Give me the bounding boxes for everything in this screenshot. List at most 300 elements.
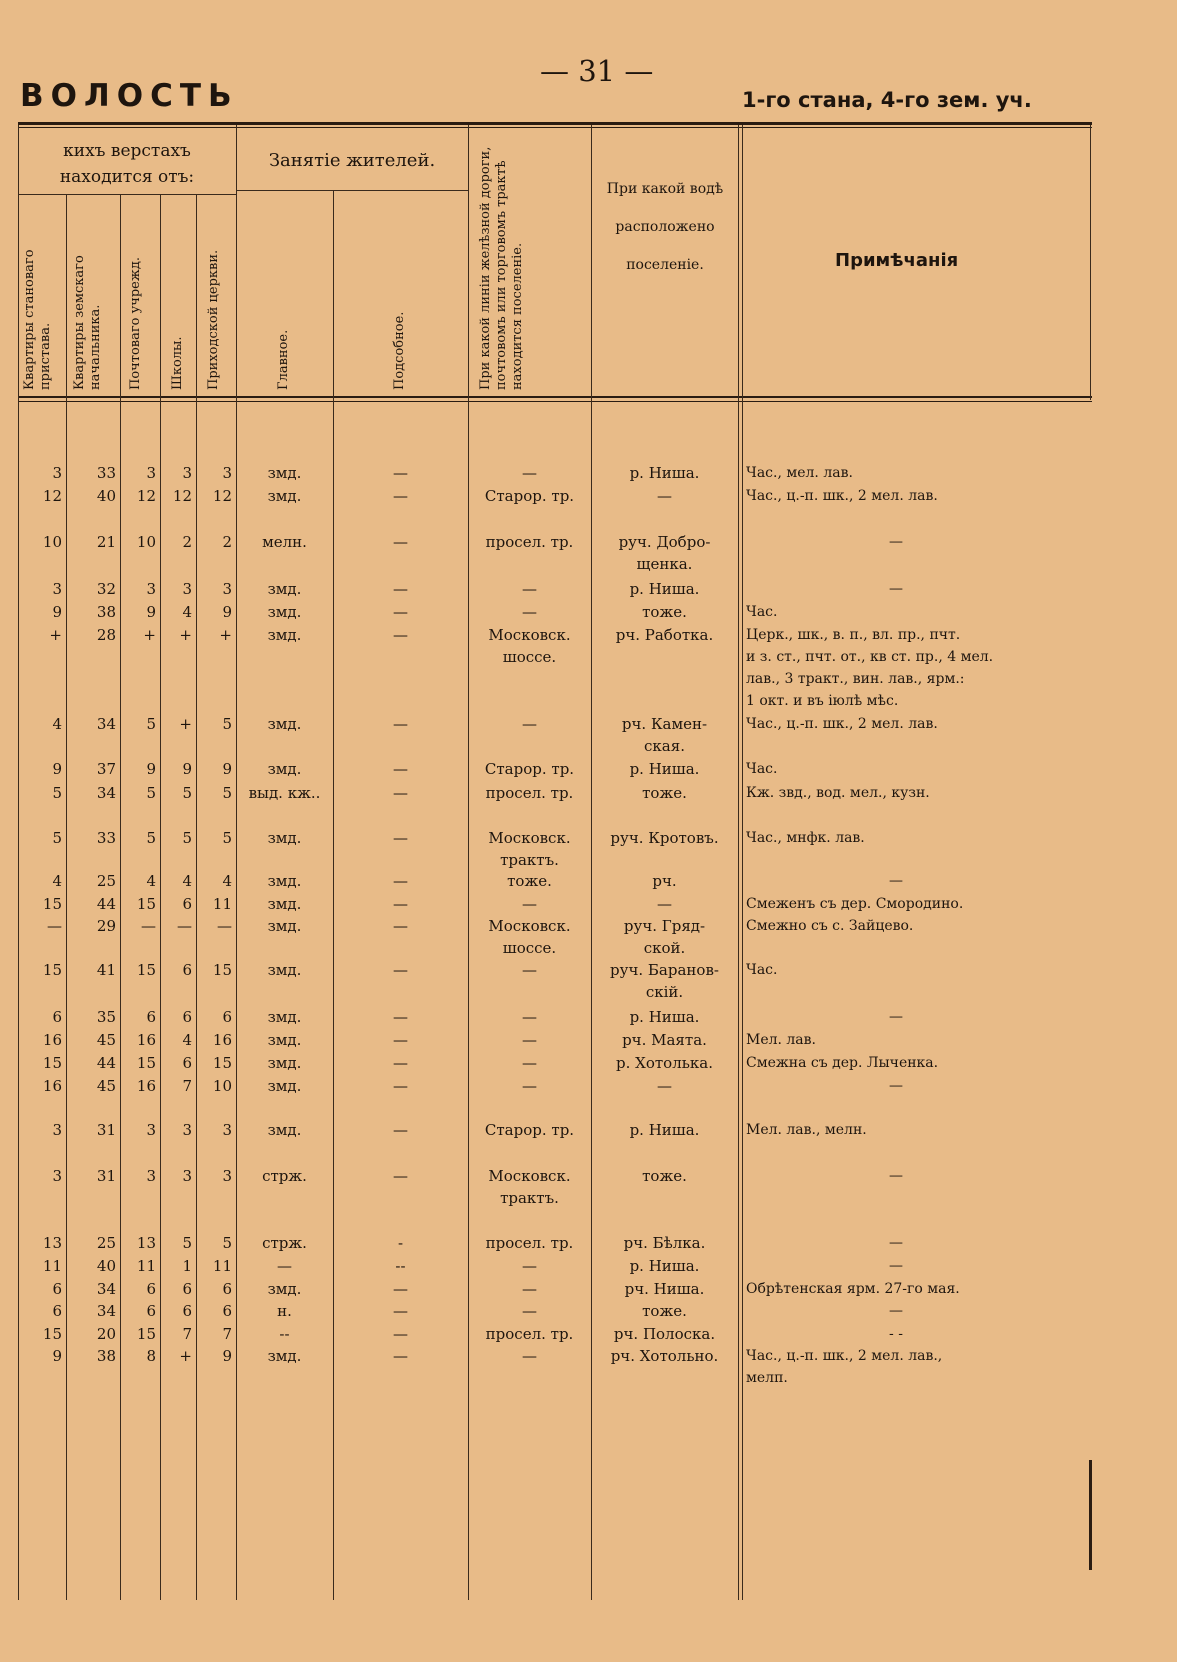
cell-c1: 15 <box>42 1054 62 1072</box>
col-line <box>333 190 334 1600</box>
header-bottom-rule <box>18 396 1092 398</box>
cell-c4: 12 <box>172 487 192 505</box>
cell-road: — <box>522 1031 537 1049</box>
cell-road: шоссе. <box>502 939 557 957</box>
cell-road: Московск. <box>488 917 571 935</box>
cell-notes: Час. <box>746 604 778 620</box>
cell-c3: 15 <box>136 961 156 979</box>
cell-aux: — <box>393 872 408 890</box>
top-rule-thin <box>18 127 1092 128</box>
cell-c3: 10 <box>136 533 156 551</box>
col-header-notes: Примѣчанія <box>835 250 959 271</box>
cell-water: рч. Маята. <box>622 1031 707 1049</box>
cell-notes: — <box>889 1168 903 1184</box>
cell-aux: — <box>393 1054 408 1072</box>
cell-notes: Час., мнфк. лав. <box>746 830 865 846</box>
cell-notes: Церк., шк., в. п., вл. пр., пчт. <box>746 627 961 643</box>
cell-water: тоже. <box>642 1302 687 1320</box>
cell-main: змд. <box>267 1031 302 1049</box>
cell-aux: — <box>393 487 408 505</box>
cell-c3: 6 <box>146 1280 156 1298</box>
cell-c4: 2 <box>182 533 192 551</box>
cell-c2: 21 <box>96 533 116 551</box>
cell-c5: 3 <box>222 1167 232 1185</box>
col-line <box>468 125 469 1600</box>
cell-c4: 3 <box>182 464 192 482</box>
cell-notes: — <box>889 1303 903 1319</box>
cell-c2: 40 <box>96 1257 116 1275</box>
cell-c5: 9 <box>222 1347 232 1365</box>
cell-water: руч. Добро- <box>618 533 711 551</box>
cell-notes: Обрѣтенская ярм. 27-го мая. <box>746 1281 960 1297</box>
cell-road: — <box>522 464 537 482</box>
cell-water: р. Ниша. <box>629 1257 700 1275</box>
cell-notes: Смежна съ дер. Лыченка. <box>746 1055 939 1071</box>
cell-water: — <box>657 1077 672 1095</box>
cell-c4: 5 <box>182 784 192 802</box>
cell-aux: — <box>393 603 408 621</box>
cell-main: змд. <box>267 895 302 913</box>
cell-water: р. Ниша. <box>629 760 700 778</box>
cell-c2: 33 <box>96 464 116 482</box>
col-line <box>591 125 592 1600</box>
cell-notes: — <box>889 873 903 889</box>
cell-notes: Мел. лав. <box>746 1032 816 1048</box>
cell-main: змд. <box>267 760 302 778</box>
cell-aux: — <box>393 829 408 847</box>
cell-c5: 3 <box>222 464 232 482</box>
cell-main: змд. <box>267 603 302 621</box>
cell-c3: 3 <box>146 1167 156 1185</box>
cell-c2: 20 <box>96 1325 116 1343</box>
cell-c2: 31 <box>96 1121 116 1139</box>
cell-aux: — <box>393 1077 408 1095</box>
cell-c1: 4 <box>52 715 62 733</box>
cell-c2: 38 <box>96 603 116 621</box>
occupation-group-header: Занятіе жителей. <box>268 150 436 171</box>
cell-c1: 9 <box>52 603 62 621</box>
cell-c5: 5 <box>222 1234 232 1252</box>
cell-c2: 34 <box>96 1302 116 1320</box>
distance-group-line <box>18 194 236 195</box>
cell-c1: 5 <box>52 784 62 802</box>
cell-c2: 25 <box>96 872 116 890</box>
cell-c3: 11 <box>136 1257 156 1275</box>
cell-c5: 5 <box>222 784 232 802</box>
cell-main: стрж. <box>262 1167 307 1185</box>
cell-c4: 9 <box>182 760 192 778</box>
cell-c3: 5 <box>146 829 156 847</box>
cell-c1: 16 <box>42 1077 62 1095</box>
cell-main: змд. <box>267 1347 302 1365</box>
header-volost: ВОЛОСТЬ <box>20 78 239 114</box>
cell-c3: 9 <box>146 603 156 621</box>
cell-road: — <box>522 603 537 621</box>
cell-water: руч. Гряд- <box>623 917 706 935</box>
cell-aux: — <box>393 1302 408 1320</box>
cell-notes: и з. ст., пчт. от., кв ст. пр., 4 мел. <box>746 649 994 665</box>
col-header-pochta: Почтоваго учрежд. <box>128 257 143 390</box>
cell-c1: 15 <box>42 895 62 913</box>
cell-c3: 6 <box>146 1008 156 1026</box>
cell-c1: 12 <box>42 487 62 505</box>
cell-notes: - - <box>889 1326 903 1342</box>
cell-road: просел. тр. <box>485 784 574 802</box>
cell-c5: 16 <box>212 1031 232 1049</box>
cell-water: руч. Баранов- <box>610 961 719 979</box>
cell-road: — <box>522 1008 537 1026</box>
cell-c3: 9 <box>146 760 156 778</box>
cell-water: тоже. <box>642 1167 687 1185</box>
cell-c2: 44 <box>96 895 116 913</box>
col-header-zemsky: Квартиры земскаго начальника. <box>72 255 103 390</box>
cell-aux: — <box>393 917 408 935</box>
cell-aux: — <box>393 580 408 598</box>
cell-c1: 3 <box>52 1121 62 1139</box>
cell-road: — <box>522 1054 537 1072</box>
cell-c3: 15 <box>136 1325 156 1343</box>
cell-water: рч. Камен- <box>621 715 708 733</box>
cell-aux: — <box>393 784 408 802</box>
cell-c2: 25 <box>96 1234 116 1252</box>
cell-notes: Час., ц.-п. шк., 2 мел. лав., <box>746 1348 943 1364</box>
cell-c1: 9 <box>52 1347 62 1365</box>
cell-road: Московск. <box>488 829 571 847</box>
cell-c2: 45 <box>96 1031 116 1049</box>
cell-main: змд. <box>267 626 302 644</box>
cell-c2: 41 <box>96 961 116 979</box>
cell-water: тоже. <box>642 603 687 621</box>
top-rule <box>18 122 1092 125</box>
cell-water: скій. <box>645 983 684 1001</box>
cell-road: просел. тр. <box>485 1325 574 1343</box>
cell-notes: — <box>889 534 903 550</box>
cell-road: трактъ. <box>500 851 559 869</box>
col-header-main: Главное. <box>276 329 291 390</box>
cell-water: — <box>657 487 672 505</box>
cell-c3: 5 <box>146 715 156 733</box>
col-line <box>236 125 237 1600</box>
cell-c4: 5 <box>182 829 192 847</box>
page-number: — 31 — <box>540 54 654 88</box>
cell-road: Старор. тр. <box>484 487 575 505</box>
cell-main: змд. <box>267 1121 302 1139</box>
cell-water: рч. Полоска. <box>613 1325 716 1343</box>
cell-notes: Смежно съ с. Зайцево. <box>746 918 914 934</box>
cell-notes: — <box>889 1258 903 1274</box>
cell-c4: 7 <box>182 1325 192 1343</box>
cell-c2: 35 <box>96 1008 116 1026</box>
cell-water: рч. Бѣлка. <box>623 1234 706 1252</box>
cell-water: — <box>657 895 672 913</box>
cell-aux: — <box>393 1325 408 1343</box>
header-stan: 1-го стана, 4-го зем. уч. <box>742 88 1032 112</box>
col-header-church: Приходской церкви. <box>206 249 221 390</box>
cell-c5: 7 <box>222 1325 232 1343</box>
col-line <box>18 125 19 1600</box>
cell-road: — <box>522 715 537 733</box>
cell-aux: — <box>393 1167 408 1185</box>
cell-water: ская. <box>644 737 685 755</box>
cell-road: Старор. тр. <box>484 760 575 778</box>
cell-water: рч. Ниша. <box>624 1280 705 1298</box>
cell-water: рч. Работка. <box>615 626 714 644</box>
cell-c2: 37 <box>96 760 116 778</box>
cell-c1: 16 <box>42 1031 62 1049</box>
cell-aux: — <box>393 626 408 644</box>
col-header-aux: Подсобное. <box>392 311 407 390</box>
cell-c1: — <box>47 917 62 935</box>
cell-main: змд. <box>267 464 302 482</box>
cell-main: змд. <box>267 1280 302 1298</box>
cell-main: змд. <box>267 580 302 598</box>
cell-c3: — <box>141 917 156 935</box>
cell-c1: 10 <box>42 533 62 551</box>
col-header-school: Школы. <box>170 336 185 390</box>
cell-c3: + <box>143 626 156 644</box>
cell-c5: 6 <box>222 1008 232 1026</box>
cell-c3: 3 <box>146 580 156 598</box>
cell-road: — <box>522 895 537 913</box>
cell-aux: — <box>393 895 408 913</box>
cell-notes: Час. <box>746 761 778 777</box>
cell-c3: 15 <box>136 1054 156 1072</box>
cell-notes: Мел. лав., мелн. <box>746 1122 867 1138</box>
cell-main: мелн. <box>262 533 307 551</box>
cell-main: змд. <box>267 872 302 890</box>
cell-c5: 10 <box>212 1077 232 1095</box>
cell-water: р. Ниша. <box>629 464 700 482</box>
cell-main: змд. <box>267 487 302 505</box>
cell-water: ской. <box>643 939 686 957</box>
cell-c3: 16 <box>136 1077 156 1095</box>
col-header-road: При какой линіи желѣзной дороги, почтовомъ или торговомъ трактѣ находится поселеніе. <box>478 146 525 390</box>
cell-aux: — <box>393 1121 408 1139</box>
cell-c1: 3 <box>52 464 62 482</box>
cell-c2: 34 <box>96 715 116 733</box>
cell-water: рч. Хотольно. <box>610 1347 719 1365</box>
cell-c4: 6 <box>182 961 192 979</box>
cell-water: щенка. <box>636 555 693 573</box>
cell-main: змд. <box>267 829 302 847</box>
cell-aux: — <box>393 715 408 733</box>
cell-water: р. Ниша. <box>629 580 700 598</box>
cell-c2: 28 <box>96 626 116 644</box>
cell-c2: 34 <box>96 1280 116 1298</box>
cell-c4: 5 <box>182 1234 192 1252</box>
cell-c5: 5 <box>222 715 232 733</box>
cell-c5: 9 <box>222 603 232 621</box>
cell-road: — <box>522 1347 537 1365</box>
cell-c5: 6 <box>222 1302 232 1320</box>
cell-c4: 4 <box>182 603 192 621</box>
cell-water: р. Ниша. <box>629 1121 700 1139</box>
cell-c4: 1 <box>182 1257 192 1275</box>
cell-notes: Кж. звд., вод. мел., кузн. <box>746 785 930 801</box>
cell-road: просел. тр. <box>485 1234 574 1252</box>
cell-c3: 16 <box>136 1031 156 1049</box>
col-line <box>120 194 121 1600</box>
cell-c3: 3 <box>146 464 156 482</box>
cell-main: змд. <box>267 1077 302 1095</box>
cell-notes: 1 окт. и въ іюлѣ мѣс. <box>746 693 899 709</box>
cell-c2: 44 <box>96 1054 116 1072</box>
cell-c5: 2 <box>222 533 232 551</box>
cell-main: стрж. <box>262 1234 307 1252</box>
cell-c3: 4 <box>146 872 156 890</box>
cell-c3: 13 <box>136 1234 156 1252</box>
cell-aux: — <box>393 464 408 482</box>
cell-water: р. Ниша. <box>629 1008 700 1026</box>
cell-notes: Час., ц.-п. шк., 2 мел. лав. <box>746 488 938 504</box>
cell-road: — <box>522 1257 537 1275</box>
cell-notes: Смеженъ съ дер. Смородино. <box>746 896 964 912</box>
cell-road: Московск. <box>488 1167 571 1185</box>
col-line <box>738 125 739 1600</box>
cell-road: тоже. <box>507 872 552 890</box>
cell-c5: 11 <box>212 1257 232 1275</box>
cell-notes: — <box>889 581 903 597</box>
cell-aux: - <box>397 1234 404 1252</box>
cell-c2: 31 <box>96 1167 116 1185</box>
cell-c2: 38 <box>96 1347 116 1365</box>
cell-notes: — <box>889 1235 903 1251</box>
col-header-water: При какой водѣ расположено поселеніе. <box>606 181 724 273</box>
cell-c1: 6 <box>52 1280 62 1298</box>
cell-c4: 4 <box>182 1031 192 1049</box>
cell-road: трактъ. <box>500 1189 559 1207</box>
cell-c5: 15 <box>212 1054 232 1072</box>
distance-group-header: кихъ верстахъ находится отъ: <box>59 141 195 187</box>
cell-notes: — <box>889 1078 903 1094</box>
cell-main: выд. кж.. <box>248 784 321 802</box>
cell-c2: 32 <box>96 580 116 598</box>
cell-c1: 3 <box>52 1167 62 1185</box>
cell-road: — <box>522 1077 537 1095</box>
cell-c2: 33 <box>96 829 116 847</box>
cell-c4: 6 <box>182 1302 192 1320</box>
cell-notes: лав., 3 тракт., вин. лав., ярм.: <box>746 671 965 687</box>
cell-c5: — <box>217 917 232 935</box>
cell-notes: Час., ц.-п. шк., 2 мел. лав. <box>746 716 938 732</box>
cell-main: н. <box>277 1302 292 1320</box>
col-line <box>742 125 743 1600</box>
cell-c4: + <box>179 626 192 644</box>
cell-road: Московск. <box>488 626 571 644</box>
cell-aux: — <box>393 760 408 778</box>
cell-c2: 29 <box>96 917 116 935</box>
cell-main: змд. <box>267 1008 302 1026</box>
occupation-group-line <box>236 190 468 191</box>
cell-c2: 45 <box>96 1077 116 1095</box>
cell-road: Старор. тр. <box>484 1121 575 1139</box>
cell-c3: 5 <box>146 784 156 802</box>
cell-c4: 6 <box>182 895 192 913</box>
cell-c5: 6 <box>222 1280 232 1298</box>
cell-c1: 15 <box>42 961 62 979</box>
cell-c5: 15 <box>212 961 232 979</box>
cell-notes: мелп. <box>746 1370 788 1386</box>
cell-c1: 4 <box>52 872 62 890</box>
cell-main: змд. <box>267 1054 302 1072</box>
cell-c1: 9 <box>52 760 62 778</box>
cell-road: — <box>522 580 537 598</box>
cell-c4: 3 <box>182 1121 192 1139</box>
cell-c4: 6 <box>182 1008 192 1026</box>
cell-c1: 6 <box>52 1008 62 1026</box>
cell-c3: 6 <box>146 1302 156 1320</box>
col-line <box>196 194 197 1600</box>
cell-notes: Час. <box>746 962 778 978</box>
cell-c3: 8 <box>146 1347 156 1365</box>
cell-c4: + <box>179 715 192 733</box>
col-line <box>1090 125 1091 400</box>
cell-water: тоже. <box>642 784 687 802</box>
cell-c4: 6 <box>182 1054 192 1072</box>
cell-c1: + <box>49 626 62 644</box>
cell-c5: 11 <box>212 895 232 913</box>
cell-main: змд. <box>267 917 302 935</box>
cell-road: — <box>522 1302 537 1320</box>
right-edge-bar <box>1089 1460 1092 1570</box>
cell-main: -- <box>279 1325 290 1343</box>
cell-aux: -- <box>395 1257 406 1275</box>
cell-aux: — <box>393 533 408 551</box>
cell-c4: 4 <box>182 872 192 890</box>
cell-c4: 7 <box>182 1077 192 1095</box>
cell-main: змд. <box>267 961 302 979</box>
cell-water: руч. Кротовъ. <box>610 829 719 847</box>
cell-c4: 6 <box>182 1280 192 1298</box>
cell-c1: 5 <box>52 829 62 847</box>
cell-aux: — <box>393 1280 408 1298</box>
col-line <box>66 194 67 1600</box>
cell-c1: 3 <box>52 580 62 598</box>
cell-c1: 15 <box>42 1325 62 1343</box>
cell-c2: 40 <box>96 487 116 505</box>
cell-c4: 3 <box>182 580 192 598</box>
cell-notes: Час., мел. лав. <box>746 465 853 481</box>
cell-c2: 34 <box>96 784 116 802</box>
col-header-stanovoy: Квартиры становаго пристава. <box>22 249 53 390</box>
cell-c1: 6 <box>52 1302 62 1320</box>
cell-c5: 4 <box>222 872 232 890</box>
cell-road: просел. тр. <box>485 533 574 551</box>
cell-aux: — <box>393 1031 408 1049</box>
cell-c1: 13 <box>42 1234 62 1252</box>
cell-c5: 3 <box>222 1121 232 1139</box>
cell-main: змд. <box>267 715 302 733</box>
cell-main: — <box>277 1257 292 1275</box>
cell-aux: — <box>393 961 408 979</box>
cell-c4: 3 <box>182 1167 192 1185</box>
header-bottom-rule-thin <box>18 401 1092 402</box>
cell-c4: — <box>177 917 192 935</box>
cell-road: шоссе. <box>502 648 557 666</box>
cell-c5: 12 <box>212 487 232 505</box>
cell-aux: — <box>393 1008 408 1026</box>
cell-notes: — <box>889 1009 903 1025</box>
cell-c3: 12 <box>136 487 156 505</box>
cell-c5: 3 <box>222 580 232 598</box>
cell-water: р. Хотолька. <box>616 1054 713 1072</box>
col-line <box>160 194 161 1600</box>
cell-road: — <box>522 1280 537 1298</box>
cell-c3: 3 <box>146 1121 156 1139</box>
cell-c1: 11 <box>42 1257 62 1275</box>
cell-c5: 9 <box>222 760 232 778</box>
cell-c5: + <box>219 626 232 644</box>
